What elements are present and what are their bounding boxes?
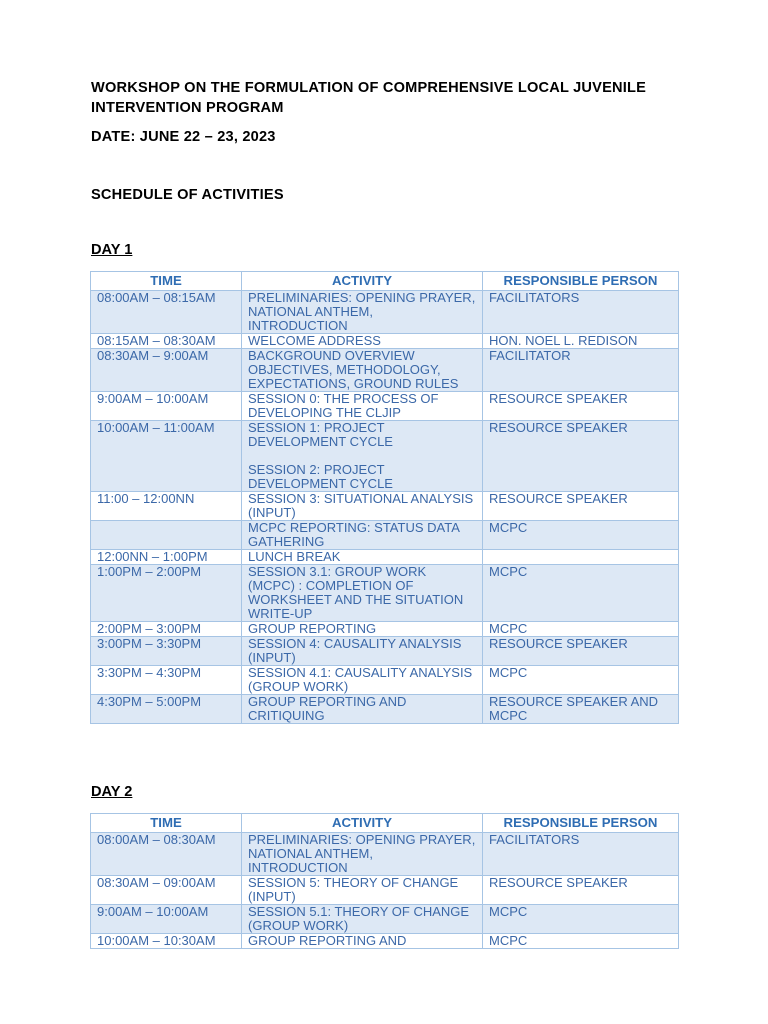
responsible-person-column-header: RESPONSIBLE PERSON — [483, 814, 679, 833]
time-cell: 1:00PM – 2:00PM — [91, 565, 242, 622]
time-cell: 9:00AM – 10:00AM — [91, 392, 242, 421]
responsible-person-cell: MCPC — [483, 521, 679, 550]
responsible-person-cell: MCPC — [483, 622, 679, 637]
activity-cell: WELCOME ADDRESS — [242, 334, 483, 349]
responsible-person-cell: RESOURCE SPEAKER — [483, 421, 679, 492]
time-cell — [91, 521, 242, 550]
activity-cell: BACKGROUND OVERVIEW OBJECTIVES, METHODOLOGY, EXPECTATIONS, GROUND RULES — [242, 349, 483, 392]
time-cell: 08:15AM – 08:30AM — [91, 334, 242, 349]
table-row — [91, 421, 679, 492]
table-row — [91, 392, 679, 421]
time-cell: 9:00AM – 10:00AM — [91, 905, 242, 934]
table-row — [91, 876, 679, 905]
time-column-header: TIME — [91, 272, 242, 291]
responsible-person-cell: MCPC — [483, 666, 679, 695]
responsible-person-cell: RESOURCE SPEAKER — [483, 492, 679, 521]
activity-cell: PRELIMINARIES: OPENING PRAYER, NATIONAL ANTHEM, INTRODUCTION — [242, 833, 483, 876]
time-cell: 3:30PM – 4:30PM — [91, 666, 242, 695]
table-row — [91, 291, 679, 334]
day2-schedule-table — [90, 813, 679, 949]
document-title: WORKSHOP ON THE FORMULATION OF COMPREHENSIVE LOCAL JUVENILE INTERVENTION PROGRAM — [91, 80, 647, 116]
activity-column-header: ACTIVITY — [242, 814, 483, 833]
activity-cell: SESSION 3: SITUATIONAL ANALYSIS (INPUT) — [242, 492, 483, 521]
table-row — [91, 521, 679, 550]
activity-column-header: ACTIVITY — [242, 272, 483, 291]
responsible-person-column-header: RESPONSIBLE PERSON — [483, 272, 679, 291]
activity-cell: GROUP REPORTING — [242, 622, 483, 637]
time-cell: 4:30PM – 5:00PM — [91, 695, 242, 724]
time-cell: 12:00NN – 1:00PM — [91, 550, 242, 565]
workshop-date: DATE: JUNE 22 – 23, 2023 — [91, 129, 276, 145]
table-row — [91, 349, 679, 392]
time-cell: 08:00AM – 08:30AM — [91, 833, 242, 876]
responsible-person-cell: RESOURCE SPEAKER — [483, 637, 679, 666]
responsible-person-cell: RESOURCE SPEAKER — [483, 392, 679, 421]
activity-cell: SESSION 4.1: CAUSALITY ANALYSIS (GROUP WORK) — [242, 666, 483, 695]
responsible-person-cell: HON. NOEL L. REDISON — [483, 334, 679, 349]
activity-cell: GROUP REPORTING AND — [242, 934, 483, 949]
schedule-heading: SCHEDULE OF ACTIVITIES — [91, 187, 284, 203]
time-cell: 08:00AM – 08:15AM — [91, 291, 242, 334]
table-row — [91, 565, 679, 622]
responsible-person-cell: MCPC — [483, 565, 679, 622]
activity-cell: SESSION 0: THE PROCESS OF DEVELOPING THE CLJIP — [242, 392, 483, 421]
table-row — [91, 666, 679, 695]
time-column-header: TIME — [91, 814, 242, 833]
table-row — [91, 550, 679, 565]
responsible-person-cell: RESOURCE SPEAKER — [483, 876, 679, 905]
activity-cell: SESSION 5.1: THEORY OF CHANGE (GROUP WORK) — [242, 905, 483, 934]
day2-heading: DAY 2 — [91, 784, 133, 800]
responsible-person-cell: MCPC — [483, 905, 679, 934]
time-cell: 3:00PM – 3:30PM — [91, 637, 242, 666]
table-row — [91, 622, 679, 637]
responsible-person-cell: FACILITATOR — [483, 349, 679, 392]
day1-heading: DAY 1 — [91, 242, 133, 258]
time-cell: 10:00AM – 11:00AM — [91, 421, 242, 492]
responsible-person-cell: FACILITATORS — [483, 833, 679, 876]
responsible-person-cell — [483, 550, 679, 565]
table-header-row — [91, 814, 679, 833]
table-row — [91, 833, 679, 876]
activity-cell: SESSION 5: THEORY OF CHANGE (INPUT) — [242, 876, 483, 905]
time-cell: 08:30AM – 09:00AM — [91, 876, 242, 905]
day1-schedule-table — [90, 271, 679, 724]
time-cell: 11:00 – 12:00NN — [91, 492, 242, 521]
responsible-person-cell: MCPC — [483, 934, 679, 949]
time-cell: 10:00AM – 10:30AM — [91, 934, 242, 949]
activity-cell: SESSION 3.1: GROUP WORK (MCPC) : COMPLETION OF WORKSHEET AND THE SITUATION WRITE-UP — [242, 565, 483, 622]
table-row — [91, 695, 679, 724]
activity-cell: PRELIMINARIES: OPENING PRAYER, NATIONAL ANTHEM, INTRODUCTION — [242, 291, 483, 334]
activity-cell: GROUP REPORTING AND CRITIQUING — [242, 695, 483, 724]
table-row — [91, 637, 679, 666]
time-cell: 08:30AM – 9:00AM — [91, 349, 242, 392]
responsible-person-cell: RESOURCE SPEAKER AND MCPC — [483, 695, 679, 724]
activity-cell: MCPC REPORTING: STATUS DATA GATHERING — [242, 521, 483, 550]
responsible-person-cell: FACILITATORS — [483, 291, 679, 334]
table-row — [91, 334, 679, 349]
activity-cell: SESSION 4: CAUSALITY ANALYSIS (INPUT) — [242, 637, 483, 666]
table-header-row — [91, 272, 679, 291]
activity-cell: LUNCH BREAK — [242, 550, 483, 565]
time-cell: 2:00PM – 3:00PM — [91, 622, 242, 637]
table-row — [91, 492, 679, 521]
table-row — [91, 934, 679, 949]
table-row — [91, 905, 679, 934]
activity-cell: SESSION 1: PROJECT DEVELOPMENT CYCLE SESSION 2: PROJECT DEVELOPMENT CYCLE — [242, 421, 483, 492]
